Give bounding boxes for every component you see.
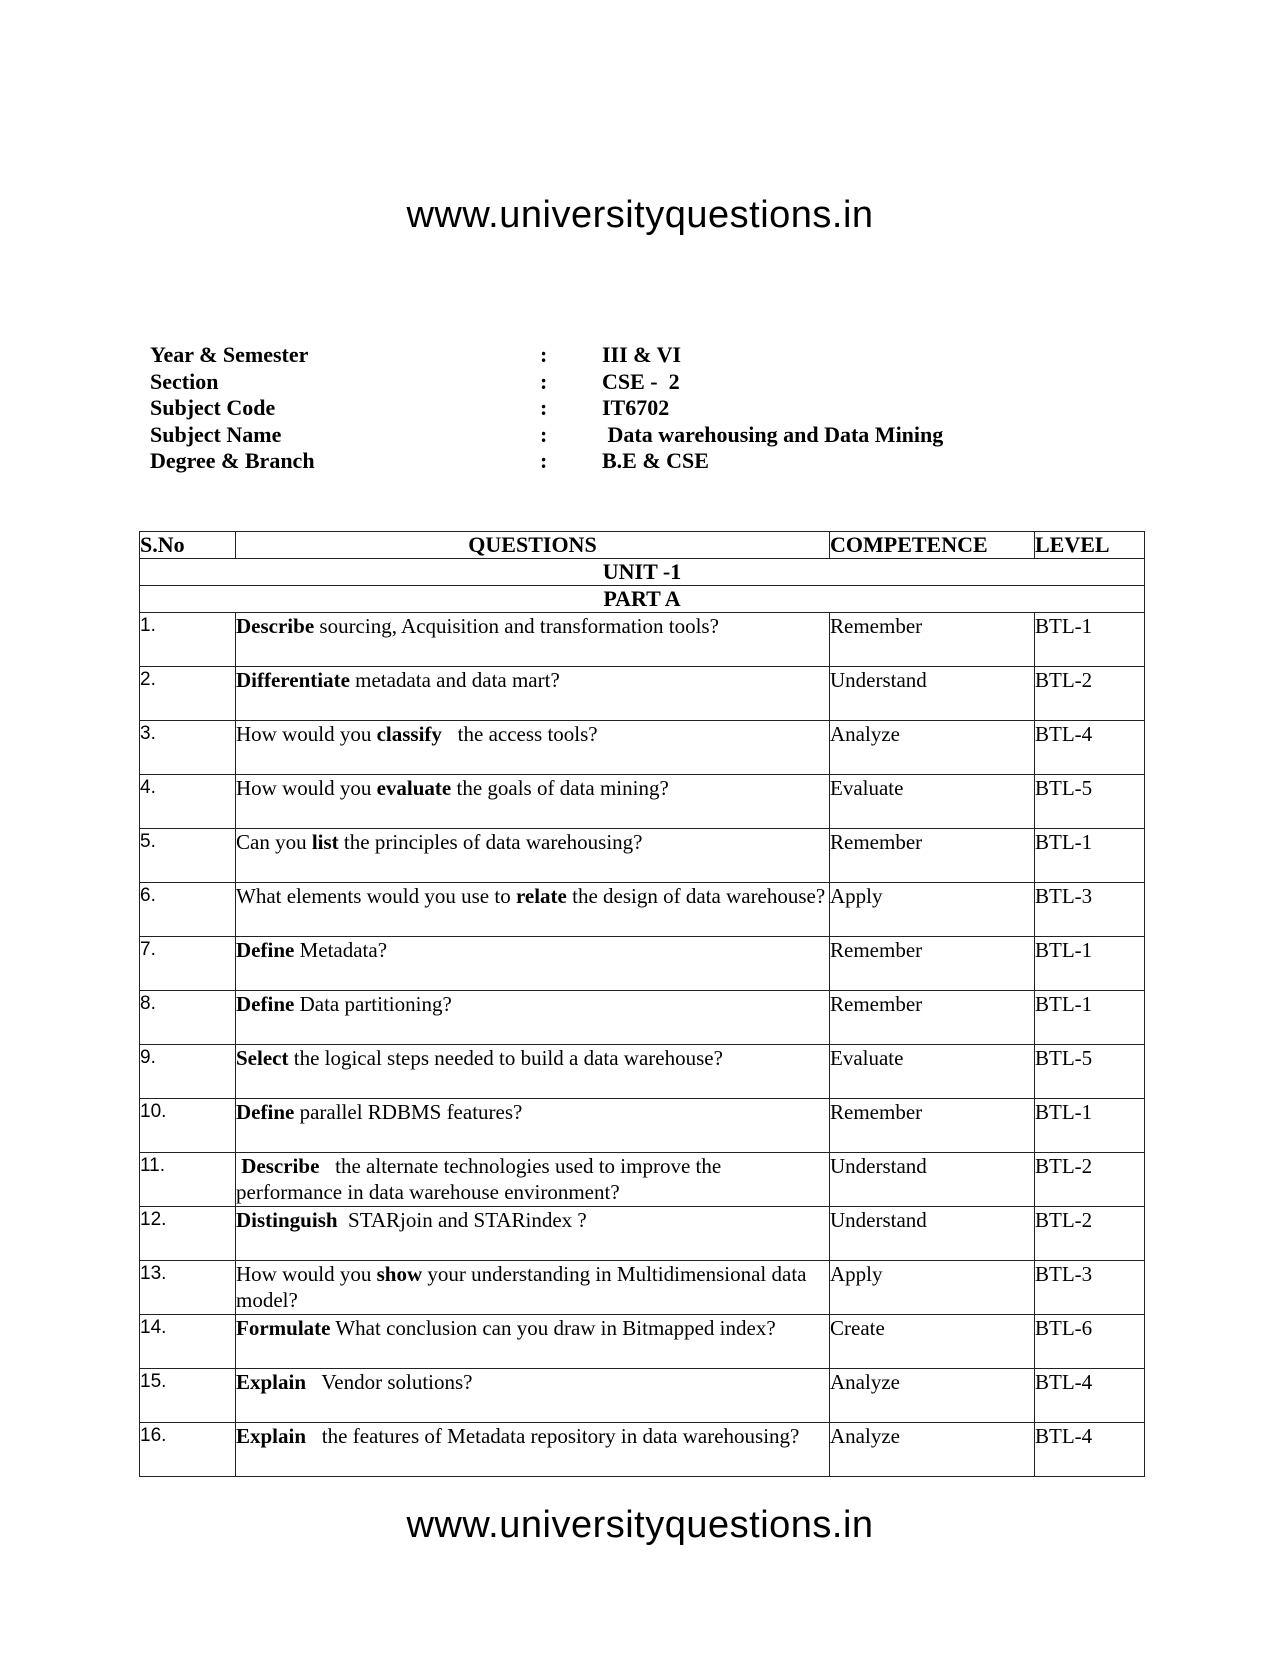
row-sno: 2. [140,667,236,721]
question-keyword: Define [236,938,295,962]
info-colon: : [540,342,548,367]
row-question [236,1261,830,1315]
part-row [140,586,1145,613]
question-text: the features of Metadata repository in data warehousing? [306,1424,800,1448]
row-competence: Apply [830,883,1035,937]
question-prefix: What elements would you use to [236,884,516,908]
row-competence: Evaluate [830,775,1035,829]
questions-table [139,531,1145,1477]
question-keyword: list [311,830,339,854]
question-text: Metadata? [294,938,388,962]
row-sno: 1. [140,613,236,667]
question-keyword: classify [376,722,442,746]
info-colon: : [540,448,548,473]
row-question [236,775,830,829]
info-label: Subject Name [150,421,282,447]
question-text: the logical steps needed to build a data warehouse? [288,1046,723,1070]
question-text: sourcing, Acquisition and transformation tools? [314,614,719,638]
row-competence: Understand [830,1207,1035,1261]
row-competence: Understand [830,1153,1035,1207]
question-text: the alternate technologies used to improve the performance in data warehouse environment? [236,1154,727,1204]
row-question [236,1099,830,1153]
question-prefix: Can you [236,830,312,854]
table-row [140,1315,1145,1369]
info-value: B.E & CSE [602,448,709,473]
row-question [236,883,830,937]
info-value: Data warehousing and Data Mining [602,421,944,447]
row-competence: Analyze [830,1423,1035,1477]
table-row [140,775,1145,829]
row-question [236,829,830,883]
header-questions: QUESTIONS [236,532,830,559]
row-competence: Evaluate [830,1045,1035,1099]
unit-row [140,559,1145,586]
header-competence: COMPETENCE [830,532,1035,559]
table-row [140,721,1145,775]
row-question [236,1423,830,1477]
table-row [140,1153,1145,1207]
info-label: Year & Semester [150,342,309,367]
row-level: BTL-1 [1035,1099,1145,1153]
part-title: PART A [140,586,1145,613]
info-label: Subject Code [150,395,276,420]
question-text: your understanding in Multidimensional data model? [236,1262,812,1312]
row-sno: 10. [140,1099,236,1153]
row-level: BTL-5 [1035,775,1145,829]
table-row [140,1045,1145,1099]
row-sno: 16. [140,1423,236,1477]
question-text: parallel RDBMS features? [294,1100,523,1124]
row-sno: 7. [140,937,236,991]
row-competence: Analyze [830,1369,1035,1423]
question-keyword: Distinguish [236,1208,338,1232]
row-sno: 3. [140,721,236,775]
table-row [140,1207,1145,1261]
row-competence: Analyze [830,721,1035,775]
question-keyword: Define [236,992,295,1016]
row-sno: 11. [140,1153,236,1207]
row-competence: Understand [830,667,1035,721]
row-level: BTL-6 [1035,1315,1145,1369]
row-level: BTL-1 [1035,829,1145,883]
question-text: metadata and data mart? [349,668,560,692]
question-prefix: How would you [236,776,377,800]
question-keyword: Describe [241,1154,320,1178]
unit-title: UNIT -1 [140,559,1145,586]
row-sno: 12. [140,1207,236,1261]
row-level: BTL-5 [1035,1045,1145,1099]
watermark-top: www.universityquestions.in [406,194,874,236]
row-sno: 8. [140,991,236,1045]
question-text: the principles of data warehousing? [338,830,643,854]
row-level: BTL-1 [1035,937,1145,991]
table-header-row [140,532,1145,559]
table-row [140,883,1145,937]
table-row [140,667,1145,721]
question-keyword: Differentiate [236,668,350,692]
row-competence: Remember [830,1099,1035,1153]
row-competence: Create [830,1315,1035,1369]
table-row [140,613,1145,667]
question-prefix: How would you [236,722,377,746]
row-level: BTL-4 [1035,721,1145,775]
header-sno: S.No [140,532,236,559]
row-level: BTL-4 [1035,1369,1145,1423]
row-question [236,1153,830,1207]
row-level: BTL-4 [1035,1423,1145,1477]
row-sno: 4. [140,775,236,829]
question-text: STARjoin and STARindex ? [337,1208,587,1232]
row-competence: Remember [830,613,1035,667]
row-question [236,721,830,775]
header-level: LEVEL [1035,532,1145,559]
row-level: BTL-1 [1035,991,1145,1045]
row-competence: Remember [830,937,1035,991]
row-level: BTL-2 [1035,667,1145,721]
table-row [140,1099,1145,1153]
table-row [140,1423,1145,1477]
question-keyword: Define [236,1100,295,1124]
row-level: BTL-1 [1035,613,1145,667]
question-keyword: evaluate [376,776,452,800]
row-sno: 5. [140,829,236,883]
info-label: Section [150,368,219,394]
row-sno: 14. [140,1315,236,1369]
row-question [236,1045,830,1099]
row-question [236,1369,830,1423]
row-sno: 15. [140,1369,236,1423]
info-label: Degree & Branch [150,448,315,473]
row-level: BTL-2 [1035,1153,1145,1207]
table-body [140,559,1145,1477]
row-sno: 13. [140,1261,236,1315]
table-row [140,937,1145,991]
question-text: the access tools? [441,722,598,746]
question-keyword: Describe [236,614,315,638]
question-text: Data partitioning? [294,992,452,1016]
row-question [236,667,830,721]
table-row [140,991,1145,1045]
question-prefix: How would you [236,1262,377,1286]
question-keyword: Select [236,1046,289,1070]
row-competence: Apply [830,1261,1035,1315]
info-colon: : [540,368,548,394]
info-value: CSE - 2 [602,368,680,394]
row-question [236,937,830,991]
row-level: BTL-3 [1035,1261,1145,1315]
question-text: Vendor solutions? [306,1370,473,1394]
question-text: What conclusion can you draw in Bitmapped index? [330,1316,776,1340]
info-value: III & VI [602,342,682,367]
question-keyword: Explain [236,1370,307,1394]
question-keyword: Formulate [236,1316,331,1340]
info-colon: : [540,395,548,420]
row-sno: 9. [140,1045,236,1099]
row-competence: Remember [830,829,1035,883]
row-level: BTL-3 [1035,883,1145,937]
question-keyword: relate [515,884,567,908]
question-text: the goals of data mining? [451,776,669,800]
row-question [236,991,830,1045]
row-competence: Remember [830,991,1035,1045]
question-text: the design of data warehouse? [566,884,826,908]
info-value: IT6702 [602,395,670,420]
watermark-bottom: www.universityquestions.in [406,1504,874,1546]
table-row [140,1261,1145,1315]
info-colon: : [540,421,548,447]
row-question [236,1207,830,1261]
question-keyword: show [376,1262,423,1286]
row-question [236,613,830,667]
row-level: BTL-2 [1035,1207,1145,1261]
table-row [140,1369,1145,1423]
question-keyword: Explain [236,1424,307,1448]
table-row [140,829,1145,883]
row-sno: 6. [140,883,236,937]
row-question [236,1315,830,1369]
